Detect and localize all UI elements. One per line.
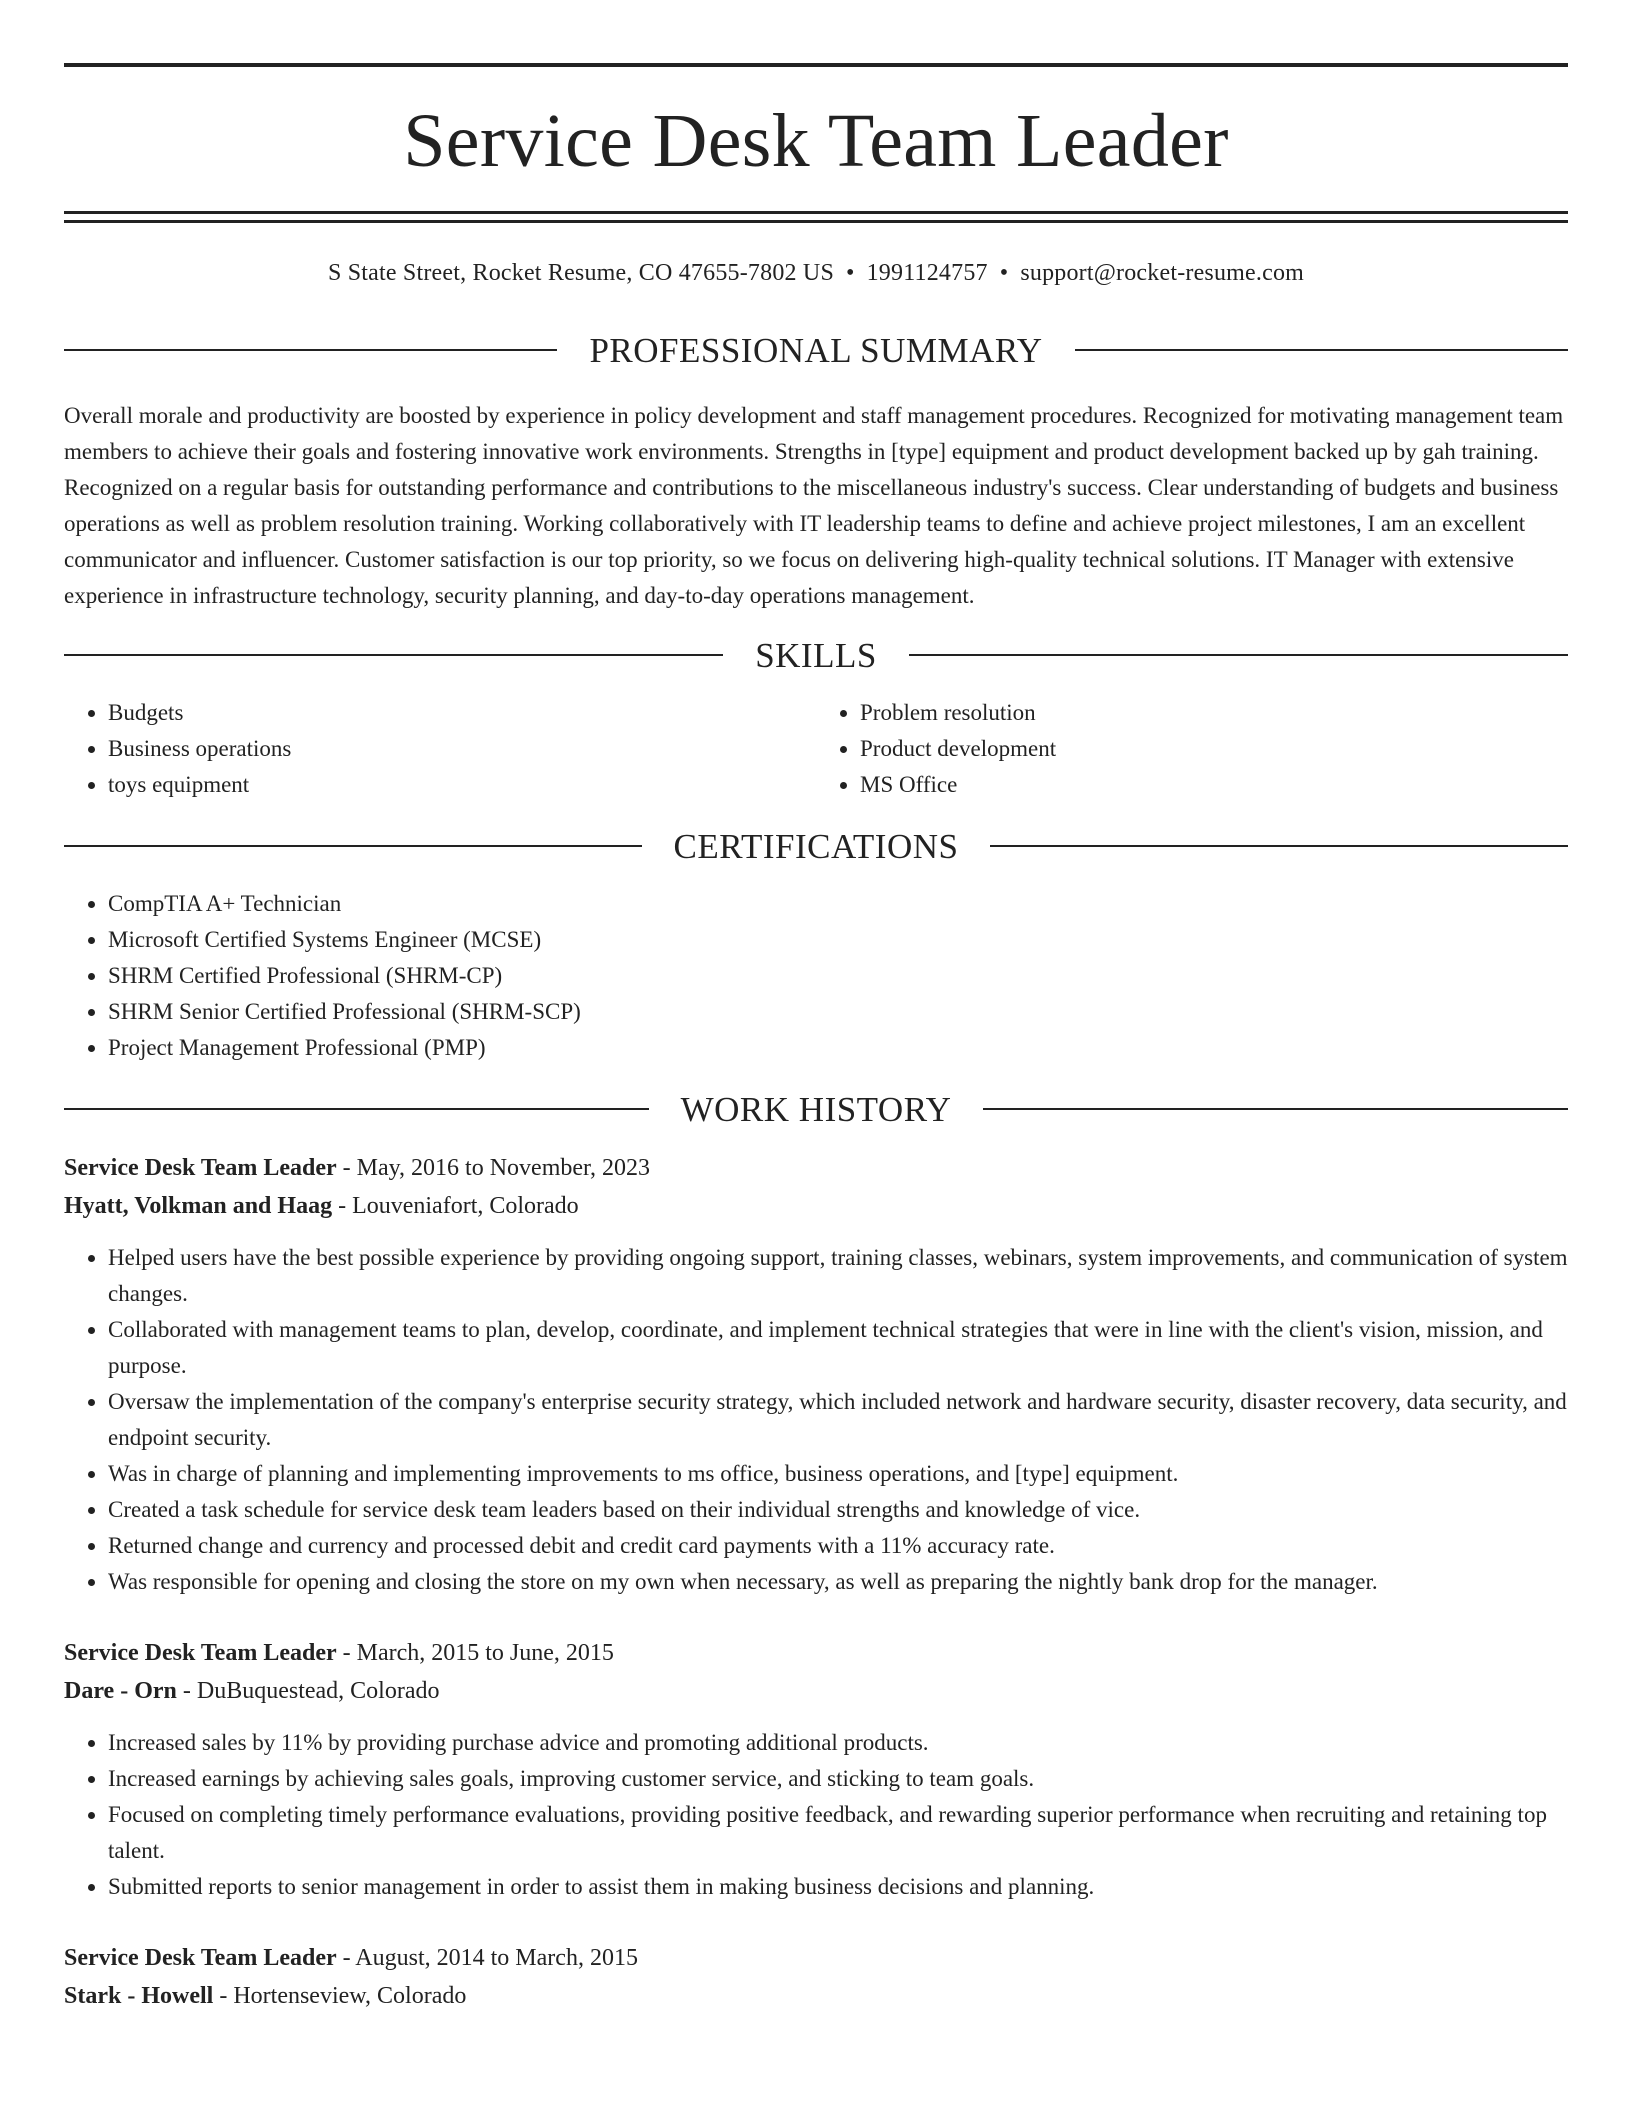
job-bullet: • Created a task schedule for service desk team leaders based on their individual strengths and knowledge of vice.: [108, 1492, 1568, 1528]
contact-phone: 1991124757: [866, 260, 988, 286]
section-rule-left: [64, 349, 557, 351]
skill-item: • Business operations: [108, 731, 816, 767]
certifications-list: [64, 886, 1568, 1066]
job-bullet: • Oversaw the implementation of the company's enterprise security strategy, which included network and hardware security, disaster recovery, data security, and endpoint security.: [108, 1384, 1568, 1456]
skills-column-left: [64, 695, 816, 803]
skills-column-right: [816, 695, 1568, 803]
job-company: Dare - Orn: [64, 1677, 177, 1704]
header-double-rule: [64, 211, 1568, 223]
job-location: - Louveniafort, Colorado: [332, 1192, 579, 1219]
contact-separator: •: [846, 260, 855, 286]
job-bullets: [64, 1240, 1568, 1600]
job-title-line: [64, 1939, 1568, 1977]
job-bullet: • Collaborated with management teams to plan, develop, coordinate, and implement technical strategies that were in line with the client's vision, mission, and purpose.: [108, 1312, 1568, 1384]
job-company-line: [64, 1187, 1568, 1225]
skill-item: • Product development: [860, 731, 1568, 767]
certification-item: • SHRM Certified Professional (SHRM-CP): [108, 958, 1568, 994]
job-company-line: [64, 1977, 1568, 2015]
contact-separator: •: [999, 260, 1009, 286]
section-header-summary: [64, 330, 1568, 370]
contact-address: S State Street, Rocket Resume, CO 47655-7802 US: [327, 260, 834, 286]
job-entry: [64, 1939, 1568, 2015]
section-rule-right: [1075, 349, 1568, 351]
job-title-line: [64, 1149, 1568, 1187]
section-title-skills: SKILLS: [755, 635, 877, 675]
contact-line: [64, 259, 1568, 288]
job-location: - DuBuquestead, Colorado: [176, 1677, 440, 1704]
job-bullet: • Submitted reports to senior management in order to assist them in making business decisions and planning.: [108, 1869, 1568, 1905]
job-title: Service Desk Team Leader: [64, 1154, 337, 1181]
contact-email: support@rocket-resume.com: [1020, 260, 1305, 286]
job-bullet: • Was in charge of planning and implementing improvements to ms office, business operations, and [type] equipment.: [108, 1456, 1568, 1492]
section-rule-right: [909, 654, 1568, 656]
section-title-certifications: CERTIFICATIONS: [673, 826, 959, 866]
section-rule-left: [64, 1108, 649, 1110]
job-bullet: • Returned change and currency and processed debit and credit card payments with a 11% accuracy rate.: [108, 1528, 1568, 1564]
job-company: Hyatt, Volkman and Haag: [64, 1192, 333, 1219]
job-bullet: • Increased earnings by achieving sales goals, improving customer service, and sticking to team goals.: [108, 1761, 1568, 1797]
section-rule-right: [990, 845, 1568, 847]
job-entry: [64, 1634, 1568, 1905]
certification-item: • Project Management Professional (PMP): [108, 1030, 1568, 1066]
section-rule-right: [983, 1108, 1568, 1110]
header-top-rule: [64, 63, 1568, 67]
section-title-work-history: WORK HISTORY: [680, 1089, 952, 1129]
skills-list: [64, 695, 1568, 803]
certification-item: • CompTIA A+ Technician: [108, 886, 1568, 922]
job-dates: - August, 2014 to March, 2015: [336, 1944, 638, 1971]
job-bullet: • Was responsible for opening and closing the store on my own when necessary, as well as preparing the nightly bank drop for the manager.: [108, 1564, 1568, 1600]
job-title: Service Desk Team Leader: [64, 1639, 337, 1666]
resume-title: Service Desk Team Leader: [403, 99, 1229, 183]
job-title-line: [64, 1634, 1568, 1672]
job-dates: - March, 2015 to June, 2015: [336, 1639, 614, 1666]
job-dates: - May, 2016 to November, 2023: [336, 1154, 651, 1181]
certification-item: • Microsoft Certified Systems Engineer (MCSE): [108, 922, 1568, 958]
job-bullets: [64, 1725, 1568, 1905]
section-header-certifications: [64, 826, 1568, 866]
skill-item: • Problem resolution: [860, 695, 1568, 731]
job-company-line: [64, 1672, 1568, 1710]
skill-item: • MS Office: [860, 767, 1568, 803]
job-bullet: • Focused on completing timely performance evaluations, providing positive feedback, and rewarding superior performance when recruiting and retaining top talent.: [108, 1797, 1568, 1869]
section-rule-left: [64, 845, 642, 847]
section-header-work-history: [64, 1089, 1568, 1129]
job-company: Stark - Howell: [64, 1982, 214, 2009]
skill-item: • Budgets: [108, 695, 816, 731]
section-header-skills: [64, 635, 1568, 675]
job-entry: [64, 1149, 1568, 1600]
section-title-summary: PROFESSIONAL SUMMARY: [589, 330, 1043, 370]
skill-item: • toys equipment: [108, 767, 816, 803]
job-bullet: • Helped users have the best possible experience by providing ongoing support, training classes, webinars, system improvements, and communication of system changes.: [108, 1240, 1568, 1312]
summary-text: Overall morale and productivity are boosted by experience in policy development and staff management procedures. Recognized for motivating management team members to achieve their goals and fostering innovative work environments. Strengths in [type] equipment and product development backed up by gah training. Recognized on a regular basis for outstanding performance and contributions to the miscellaneous industry's success. Clear understanding of budgets and business operations as well as problem resolution training. Working collaboratively with IT leadership teams to define and achieve project milestones, I am an excellent communicator and influencer. Customer satisfaction is our top priority, so we focus on delivering high-quality technical solutions. IT Manager with extensive experience in infrastructure technology, security planning, and day-to-day operations management.: [64, 402, 1564, 608]
job-location: - Hortenseview, Colorado: [213, 1982, 467, 2009]
job-bullet: • Increased sales by 11% by providing purchase advice and promoting additional products.: [108, 1725, 1568, 1761]
section-rule-left: [64, 654, 723, 656]
resume-page: [64, 63, 1568, 2015]
certification-item: • SHRM Senior Certified Professional (SHRM-SCP): [108, 994, 1568, 1030]
job-title: Service Desk Team Leader: [64, 1944, 337, 1971]
